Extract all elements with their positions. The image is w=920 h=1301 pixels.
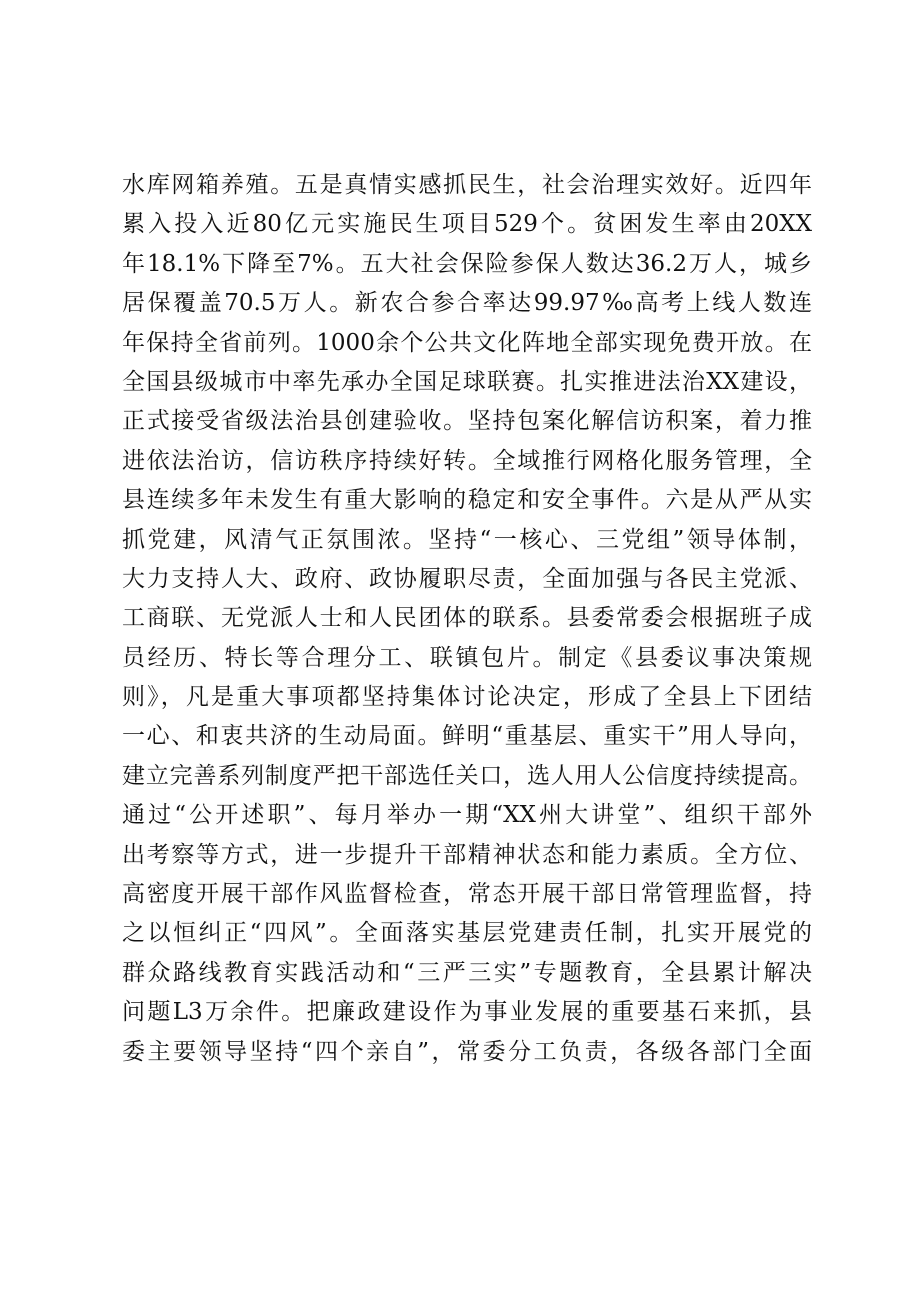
text-line: 年18.1%下降至7%。五大社会保险参保人数达36.2万人，城乡 xyxy=(122,250,812,277)
text-line: 建立完善系列制度严把干部选任关口，选人用人公信度持续提高。 xyxy=(122,762,812,789)
text-line: 高密度开展干部作风监督检查，常态开展干部日常管理监督，持 xyxy=(122,881,812,908)
text-line: 全国县级城市中率先承办全国足球联赛。扎实推进法治XX建设， xyxy=(122,368,812,395)
text-line: 通过“公开述职”、每月举办一期“XX州大讲堂”、组织干部外 xyxy=(122,802,812,829)
text-line: 水库网箱养殖。五是真情实感抓民生，社会治理实效好。近四年 xyxy=(122,172,812,198)
text-line: 县连续多年未发生有重大影响的稳定和安全事件。六是从严从实 xyxy=(122,487,812,514)
text-line: 进依法治访，信访秩序持续好转。全域推行网格化服务管理，全 xyxy=(122,447,812,474)
body-paragraph xyxy=(122,166,812,1072)
text-line: 出考察等方式，进一步提升干部精神状态和能力素质。全方位、 xyxy=(122,841,812,868)
text-line: 问题L3万余件。把廉政建设作为事业发展的重要基石来抓，县 xyxy=(122,999,812,1026)
text-line: 员经历、特长等合理分工、联镇包片。制定《县委议事决策规 xyxy=(122,644,812,671)
text-line: 委主要领导坚持“四个亲自”，常委分工负责，各级各部门全面 xyxy=(122,1038,812,1065)
text-line: 居保覆盖70.5万人。新农合参合率达99.97‰高考上线人数连 xyxy=(122,290,812,317)
text-line: 群众路线教育实践活动和“三严三实”专题教育，全县累计解决 xyxy=(122,959,812,986)
text-line: 抓党建，风清气正氛围浓。坚持“一核心、三党组”领导体制， xyxy=(122,526,812,553)
text-line: 一心、和衷共济的生动局面。鲜明“重基层、重实干”用人导向， xyxy=(122,723,812,750)
text-line: 大力支持人大、政府、政协履职尽责，全面加强与各民主党派、 xyxy=(122,565,812,592)
text-line: 则》，凡是重大事项都坚持集体讨论决定，形成了全县上下团结 xyxy=(122,684,812,711)
text-line: 正式接受省级法治县创建验收。坚持包案化解信访积案，着力推 xyxy=(122,408,812,435)
text-line: 累入投入近80亿元实施民生项目529个。贫困发生率由20XX xyxy=(122,211,812,238)
text-line: 之以恒纠正“四风”。全面落实基层党建责任制，扎实开展党的 xyxy=(122,920,812,947)
text-line: 工商联、无党派人士和人民团体的联系。县委常委会根据班子成 xyxy=(122,605,812,632)
text-line: 年保持全省前列。1000余个公共文化阵地全部实现免费开放。在 xyxy=(122,329,812,356)
